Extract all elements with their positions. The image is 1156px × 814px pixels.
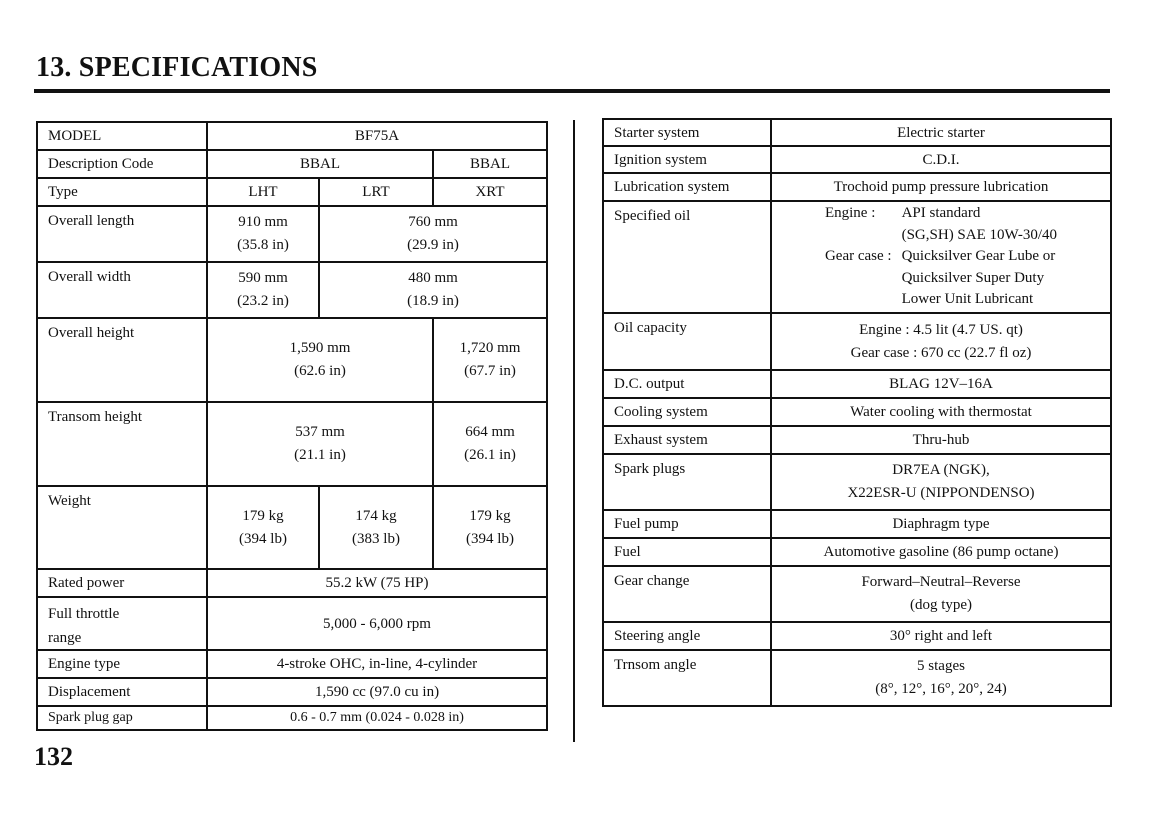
overall-length-mm-2: 760 mm	[408, 214, 458, 230]
spark-plugs-ngk: DR7EA (NGK),	[892, 462, 990, 478]
fuel-pump-value: Diaphragm type	[771, 510, 1111, 538]
weight-kg-3: 179 kg	[469, 507, 511, 524]
overall-height-label: Overall height	[37, 318, 207, 402]
steering-angle-label: Steering angle	[603, 622, 771, 650]
fuel-label: Fuel	[603, 538, 771, 566]
weight-value-1	[207, 486, 319, 569]
rated-power-value: 55.2 kW (75 HP)	[207, 569, 547, 597]
oil-capacity-gear-case: Gear case : 670 cc (22.7 fl oz)	[850, 344, 1032, 361]
transom-height-mm-2: 664 mm	[465, 424, 515, 440]
displacement-value: 1,590 cc (97.0 cu in)	[207, 678, 547, 706]
weight-value-2	[319, 486, 433, 569]
weight-lb-1: (394 lb)	[239, 530, 287, 547]
dc-output-label: D.C. output	[603, 370, 771, 398]
transom-height-in-2: (26.1 in)	[464, 447, 516, 463]
specified-oil-value	[771, 201, 1111, 313]
spark-plugs-label: Spark plugs	[603, 454, 771, 510]
title-rule	[34, 89, 1110, 93]
weight-label: Weight	[37, 486, 207, 569]
overall-length-in-1: (35.8 in)	[237, 237, 289, 253]
transom-height-value-1	[207, 402, 433, 486]
spark-plugs-value	[771, 454, 1111, 510]
row-starter-system	[603, 119, 1111, 146]
dc-output-value: BLAG 12V–16A	[771, 370, 1111, 398]
transom-height-mm-1: 537 mm	[295, 424, 345, 440]
overall-length-value-2	[319, 206, 547, 262]
starter-system-label: Starter system	[603, 119, 771, 146]
spark-plug-gap-label: Spark plug gap	[37, 706, 207, 730]
rated-power-label: Rated power	[37, 569, 207, 597]
engine-type-label: Engine type	[37, 650, 207, 678]
overall-width-value-1	[207, 262, 319, 318]
full-throttle-label-line1: Full throttle	[48, 606, 120, 622]
overall-length-label: Overall length	[37, 206, 207, 262]
row-cooling-system	[603, 398, 1111, 426]
overall-length-in-2: (29.9 in)	[407, 237, 459, 253]
row-trnsom-angle	[603, 650, 1111, 706]
row-engine-type	[37, 650, 547, 678]
oil-capacity-value	[771, 313, 1111, 370]
specified-oil-label: Specified oil	[603, 201, 771, 313]
page-title: 13. SPECIFICATIONS	[36, 52, 318, 83]
cooling-system-value: Water cooling with thermostat	[771, 398, 1111, 426]
row-overall-length	[37, 206, 547, 262]
weight-kg-1: 179 kg	[242, 507, 284, 524]
ignition-system-value: C.D.I.	[771, 146, 1111, 173]
trnsom-angle-stages: 5 stages	[917, 658, 965, 674]
weight-lb-3: (394 lb)	[466, 530, 514, 547]
exhaust-system-value: Thru-hub	[771, 426, 1111, 454]
type-value-lrt: LRT	[319, 178, 433, 206]
gear-change-value	[771, 566, 1111, 622]
overall-width-in-2: (18.9 in)	[407, 293, 459, 309]
row-lubrication-system	[603, 173, 1111, 201]
row-oil-capacity	[603, 313, 1111, 370]
displacement-label: Displacement	[37, 678, 207, 706]
transom-height-value-2	[433, 402, 547, 486]
row-rated-power	[37, 569, 547, 597]
row-steering-angle	[603, 622, 1111, 650]
oil-gear-line1: Quicksilver Gear Lube or	[901, 248, 1056, 265]
oil-spacer-3	[825, 289, 892, 311]
row-weight	[37, 486, 547, 569]
gear-change-label: Gear change	[603, 566, 771, 622]
overall-height-in-1: (62.6 in)	[294, 363, 346, 379]
row-description-code	[37, 150, 547, 178]
page-number: 132	[34, 742, 73, 771]
column-divider	[573, 120, 575, 742]
model-label: MODEL	[37, 122, 207, 150]
overall-height-in-2: (67.7 in)	[464, 363, 516, 379]
overall-length-mm-1: 910 mm	[238, 214, 288, 230]
oil-capacity-engine: Engine : 4.5 lit (4.7 US. qt)	[859, 321, 1023, 338]
row-spark-plugs	[603, 454, 1111, 510]
overall-width-in-1: (23.2 in)	[237, 293, 289, 309]
row-displacement	[37, 678, 547, 706]
fuel-value: Automotive gasoline (86 pump octane)	[771, 538, 1111, 566]
oil-engine-line1: API standard	[901, 205, 981, 222]
cooling-system-label: Cooling system	[603, 398, 771, 426]
exhaust-system-label: Exhaust system	[603, 426, 771, 454]
oil-capacity-label: Oil capacity	[603, 313, 771, 370]
trnsom-angle-label: Trnsom angle	[603, 650, 771, 706]
description-code-label: Description Code	[37, 150, 207, 178]
overall-height-value-2	[433, 318, 547, 402]
gear-change-line2: (dog type)	[909, 597, 973, 613]
overall-length-value-1	[207, 206, 319, 262]
row-transom-height	[37, 402, 547, 486]
spark-plugs-nippondenso: X22ESR-U (NIPPONDENSO)	[847, 485, 1035, 501]
overall-height-mm-2: 1,720 mm	[459, 340, 521, 356]
full-throttle-label-line2: range	[48, 630, 82, 646]
overall-height-mm-1: 1,590 mm	[289, 340, 351, 356]
oil-spacer-2	[825, 268, 892, 290]
description-code-value-1: BBAL	[207, 150, 433, 178]
full-throttle-value: 5,000 - 6,000 rpm	[207, 597, 547, 650]
description-code-value-2: BBAL	[433, 150, 547, 178]
weight-value-3	[433, 486, 547, 569]
transom-height-in-1: (21.1 in)	[294, 447, 346, 463]
row-gear-change	[603, 566, 1111, 622]
steering-angle-value: 30° right and left	[771, 622, 1111, 650]
row-fuel-pump	[603, 510, 1111, 538]
model-value: BF75A	[207, 122, 547, 150]
oil-engine-key: Engine :	[824, 205, 876, 222]
weight-kg-2: 174 kg	[355, 507, 397, 524]
lubrication-system-value: Trochoid pump pressure lubrication	[771, 173, 1111, 201]
oil-gear-line3: Lower Unit Lubricant	[901, 291, 1034, 308]
full-throttle-label	[37, 597, 207, 650]
oil-gear-line2: Quicksilver Super Duty	[901, 269, 1045, 286]
oil-engine-line2: (SG,SH) SAE 10W-30/40	[901, 226, 1058, 243]
row-spark-plug-gap	[37, 706, 547, 730]
spec-table-systems	[602, 118, 1112, 707]
overall-width-value-2	[319, 262, 547, 318]
row-dc-output	[603, 370, 1111, 398]
overall-width-mm-1: 590 mm	[238, 270, 288, 286]
lubrication-system-label: Lubrication system	[603, 173, 771, 201]
gear-change-line1: Forward–Neutral–Reverse	[861, 574, 1021, 590]
row-fuel	[603, 538, 1111, 566]
row-ignition-system	[603, 146, 1111, 173]
row-full-throttle-range	[37, 597, 547, 650]
weight-lb-2: (383 lb)	[352, 530, 400, 547]
spec-table-dimensions	[36, 121, 548, 731]
overall-height-value-1	[207, 318, 433, 402]
row-specified-oil	[603, 201, 1111, 313]
starter-system-value: Electric starter	[771, 119, 1111, 146]
row-type	[37, 178, 547, 206]
type-value-xrt: XRT	[433, 178, 547, 206]
engine-type-value: 4-stroke OHC, in-line, 4-cylinder	[207, 650, 547, 678]
row-model	[37, 122, 547, 150]
oil-spacer-1	[825, 225, 892, 247]
row-overall-height	[37, 318, 547, 402]
spark-plug-gap-value: 0.6 - 0.7 mm (0.024 - 0.028 in)	[207, 706, 547, 730]
oil-gear-key: Gear case :	[824, 248, 892, 265]
row-exhaust-system	[603, 426, 1111, 454]
overall-width-label: Overall width	[37, 262, 207, 318]
type-value-lht: LHT	[207, 178, 319, 206]
trnsom-angle-value	[771, 650, 1111, 706]
type-label: Type	[37, 178, 207, 206]
transom-height-label: Transom height	[37, 402, 207, 486]
trnsom-angle-degrees: (8°, 12°, 16°, 20°, 24)	[875, 681, 1007, 697]
row-overall-width	[37, 262, 547, 318]
ignition-system-label: Ignition system	[603, 146, 771, 173]
overall-width-mm-2: 480 mm	[408, 270, 458, 286]
specified-oil-grid	[778, 203, 1104, 311]
fuel-pump-label: Fuel pump	[603, 510, 771, 538]
